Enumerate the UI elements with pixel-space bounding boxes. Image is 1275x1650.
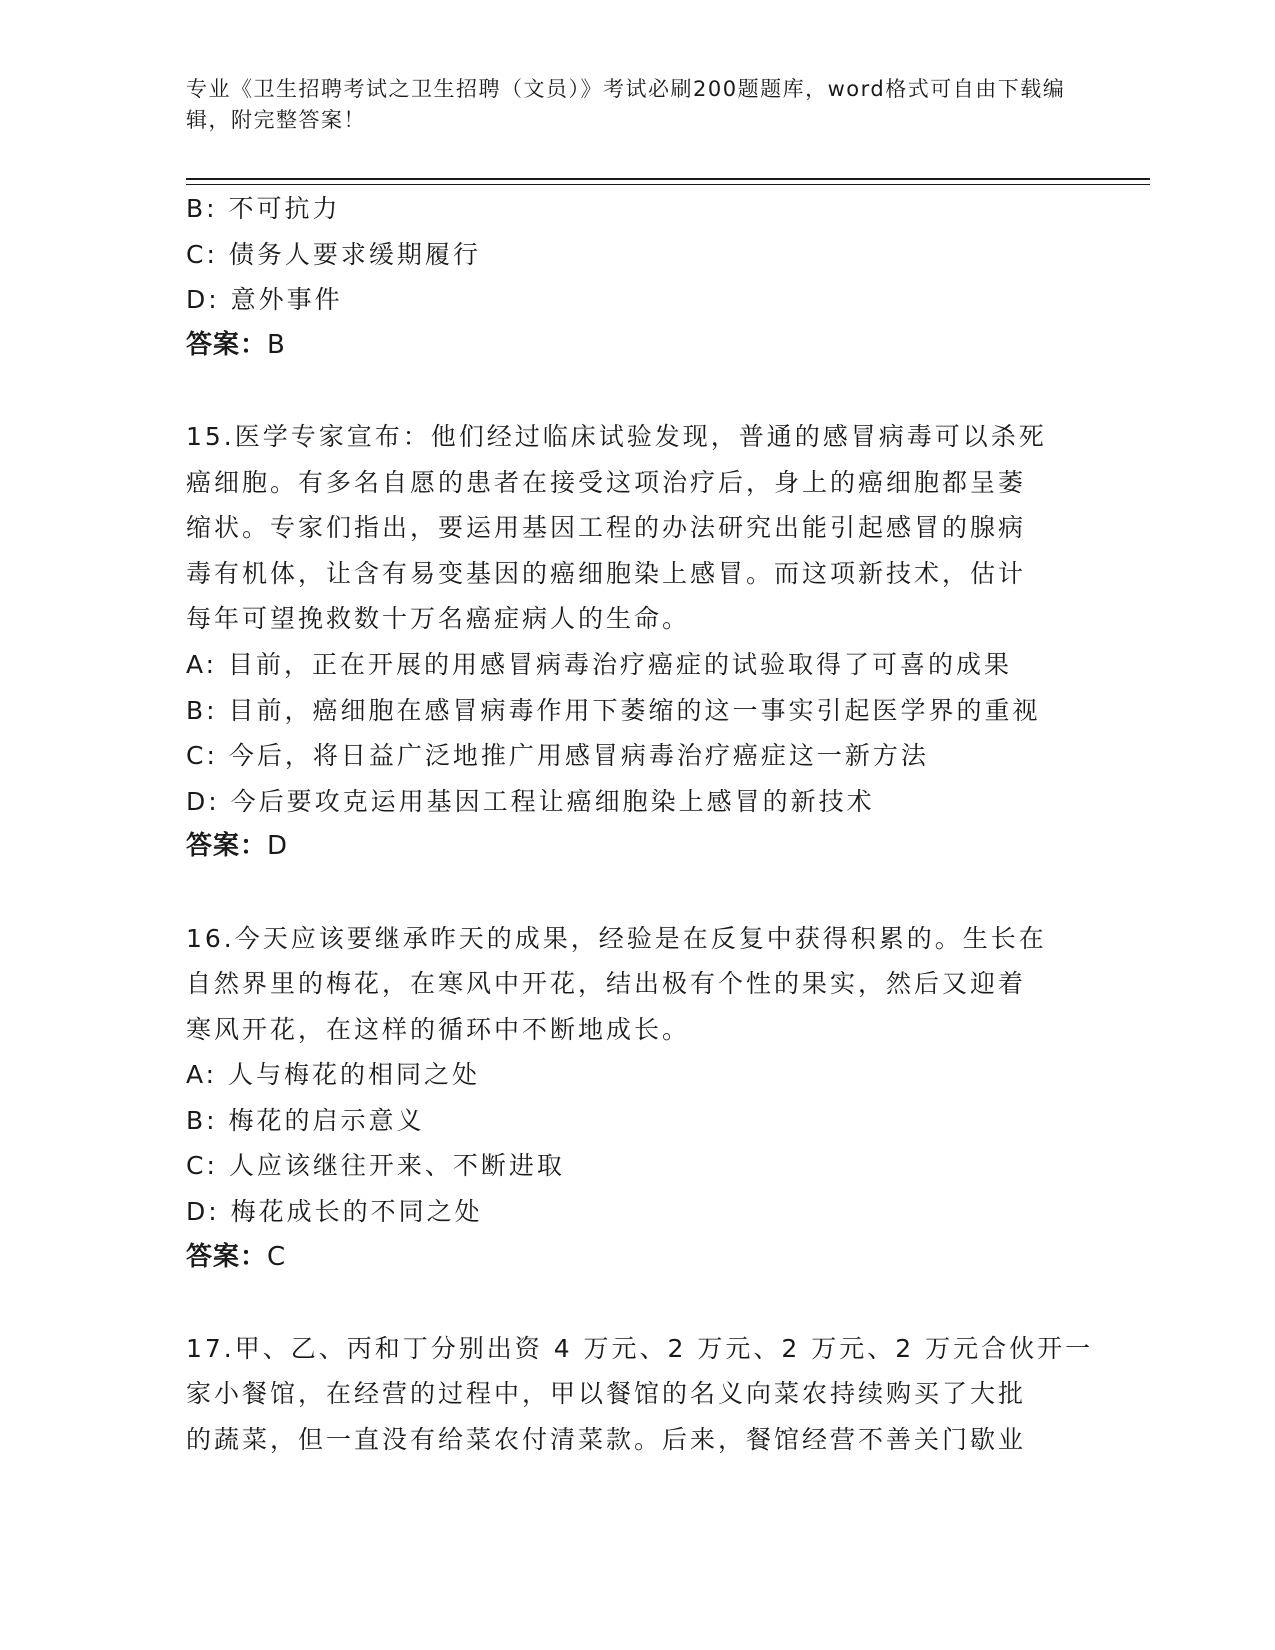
answer-label: 答案： <box>186 1241 268 1272</box>
spacer <box>186 368 1086 414</box>
option-d: D: 意外事件 <box>186 285 343 315</box>
option-a: A: 目前，正在开展的用感冒病毒治疗癌症的试验取得了可喜的成果 <box>186 649 1013 679</box>
answer-label: 答案： <box>186 831 268 862</box>
spacer <box>186 870 1086 916</box>
question-text-line: 癌细胞。有多名自愿的患者在接受这项治疗后，身上的癌细胞都呈萎 <box>186 467 1027 497</box>
header-rule-thin <box>186 184 1150 185</box>
question-17 <box>186 1326 1094 1463</box>
option-c: C: 今后，将日益广泛地推广用感冒病毒治疗癌症这一新方法 <box>186 741 929 771</box>
answer-value: B <box>267 329 286 360</box>
option-d: D: 梅花成长的不同之处 <box>186 1197 483 1227</box>
answer-line <box>186 1235 1086 1281</box>
option-b: B: 不可抗力 <box>186 194 341 223</box>
continued-question <box>186 186 1086 368</box>
question-text-line: 15.医学专家宣布：他们经过临床试验发现，普通的感冒病毒可以杀死 <box>186 421 1047 451</box>
option-a: A: 人与梅花的相同之处 <box>186 1060 481 1090</box>
answer-value: D <box>267 831 289 862</box>
answer-value: C <box>267 1241 287 1272</box>
question-text-line: 的蔬菜，但一直没有给菜农付清菜款。后来，餐馆经营不善关门歇业 <box>186 1425 1027 1455</box>
question-text-line: 每年可望挽救数十万名癌症病人的生命。 <box>186 604 691 634</box>
spacer <box>186 1280 1086 1326</box>
question-text-line: 家小餐馆，在经营的过程中，甲以餐馆的名义向菜农持续购买了大批 <box>186 1379 1027 1409</box>
option-c: C: 债务人要求缓期履行 <box>186 239 481 269</box>
question-text-line: 自然界里的梅花，在寒风中开花，结出极有个性的果实，然后又迎着 <box>186 969 1027 999</box>
option-b: B: 目前，癌细胞在感冒病毒作用下萎缩的这一事实引起医学界的重视 <box>186 695 1041 725</box>
question-text-line: 缩状。专家们指出，要运用基因工程的办法研究出能引起感冒的腺病 <box>186 513 1027 543</box>
answer-line <box>186 323 1086 369</box>
question-text-line: 17.甲、乙、丙和丁分别出资 4 万元、2 万元、2 万元、2 万元合伙开一 <box>186 1333 1094 1363</box>
option-d: D: 今后要攻克运用基因工程让癌细胞染上感冒的新技术 <box>186 786 875 816</box>
document-header: 专业《卫生招聘考试之卫生招聘（文员）》考试必刷200题题库，word格式可自由下载编辑，附完整答案！ <box>186 77 1066 132</box>
option-b: B: 梅花的启示意义 <box>186 1105 425 1135</box>
question-text-line: 16.今天应该要继承昨天的成果，经验是在反复中获得积累的。生长在 <box>186 923 1047 953</box>
question-text-line: 寒风开花，在这样的循环中不断地成长。 <box>186 1014 691 1044</box>
answer-line <box>186 824 1086 870</box>
header-rule-thick <box>186 178 1150 180</box>
answer-label: 答案： <box>186 329 268 360</box>
question-text-line: 毒有机体，让含有易变基因的癌细胞染上感冒。而这项新技术，估计 <box>186 558 1027 588</box>
option-c: C: 人应该继往开来、不断进取 <box>186 1151 565 1181</box>
question-16 <box>186 916 1086 1281</box>
question-15 <box>186 414 1086 870</box>
document-body <box>186 186 1094 1463</box>
